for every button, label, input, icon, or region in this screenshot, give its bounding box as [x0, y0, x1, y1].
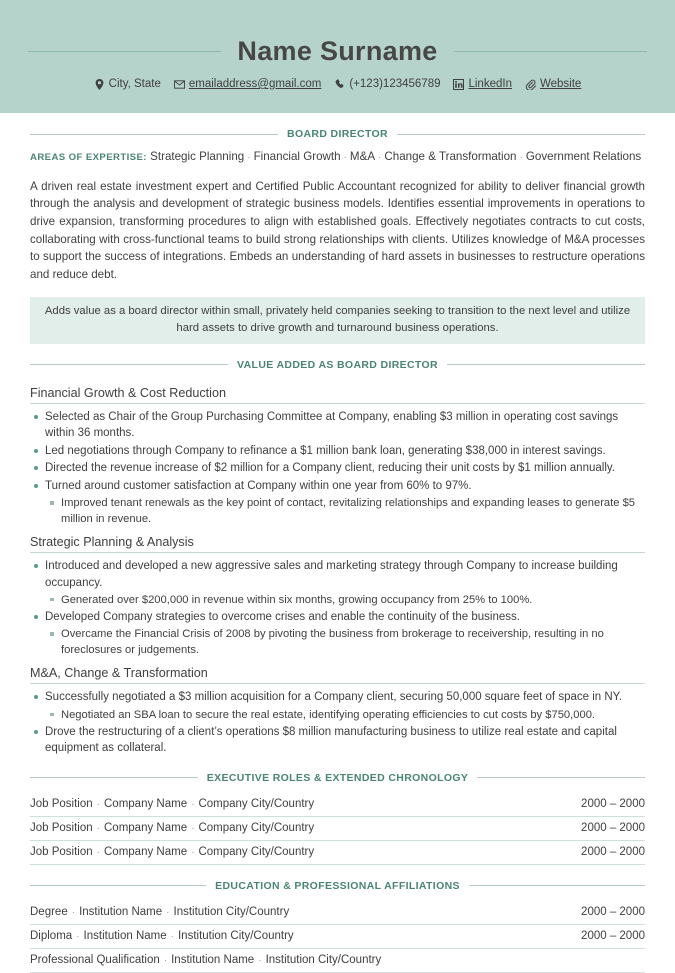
separator-dot-icon: ·	[96, 846, 100, 858]
entry-details	[30, 906, 289, 918]
subsection-title: Strategic Planning & Analysis	[30, 529, 645, 553]
value-added-groups	[30, 380, 645, 757]
entry-part: Institution City/Country	[265, 953, 382, 966]
location-pin-icon	[94, 79, 105, 90]
page-title: Name Surname	[237, 36, 438, 66]
paperclip-icon	[525, 79, 536, 90]
entry-dates: 2000 – 2000	[581, 821, 645, 834]
entry-dates: 2000 – 2000	[581, 905, 645, 918]
name-rule-left	[28, 51, 221, 52]
entry-part: Institution Name	[79, 905, 163, 918]
heading-rule-left	[30, 134, 278, 135]
entry-part: Institution City/Country	[173, 905, 290, 918]
bullet-item: Selected as Chair of the Group Purchasing Committee at Company, enabling $3 million in operating cost savings within 36 months.	[30, 409, 645, 442]
contact-text[interactable]: LinkedIn	[468, 78, 512, 90]
contact-row	[0, 78, 675, 90]
chronology-row	[30, 817, 645, 841]
separator-dot-icon: ·	[170, 930, 174, 942]
entry-part: Company Name	[104, 845, 188, 858]
entry-details	[30, 798, 314, 810]
achievement-list	[30, 689, 645, 756]
heading-rule-right	[469, 885, 645, 886]
heading-rule-right	[397, 134, 645, 135]
expertise-item: Strategic Planning	[150, 150, 245, 163]
entry-part: Company City/Country	[198, 821, 315, 834]
heading-rule-right	[447, 364, 645, 365]
entry-part: Job Position	[30, 821, 93, 834]
bullet-item: Introduced and developed a new aggressive sales and marketing strategy through Company to increase building occupancy.	[30, 558, 645, 591]
contact-item-location-pin	[94, 78, 161, 90]
heading-rule-left	[30, 777, 198, 778]
entry-details	[30, 930, 294, 942]
entry-part: Company Name	[104, 797, 188, 810]
achievement-list	[30, 409, 645, 527]
entry-part: Company City/Country	[198, 797, 315, 810]
expertise-item: Government Relations	[525, 150, 642, 163]
entry-details	[30, 822, 314, 834]
education-row	[30, 925, 645, 949]
contact-item-linkedin[interactable]	[453, 78, 511, 90]
bullet-item: Successfully negotiated a $3 million acquisition for a Company client, securing 50,000 square feet of space in NY.	[30, 689, 645, 705]
education-row	[30, 949, 645, 973]
envelope-icon	[174, 79, 185, 90]
separator-dot-icon: ·	[378, 152, 382, 163]
section-heading-board-director	[30, 128, 645, 140]
bullet-item: Drove the restructuring of a client’s operations $8 million manufacturing business to utilize real estate and capital equipment as collateral.	[30, 724, 645, 757]
separator-dot-icon: ·	[191, 846, 195, 858]
entry-part: Institution City/Country	[177, 929, 294, 942]
entry-part: Diploma	[30, 929, 73, 942]
separator-dot-icon: ·	[76, 930, 80, 942]
professional-summary: A driven real estate investment expert and Certified Public Accountant recognized for ability to deliver financial growth through the analysis and development of strategic business models. Identifies essential improvements in operations to drive expansion, transforming procedures to align with established goals. Effectively negotiates contracts to cut costs, collaborating with cross-functional teams to build strong relationships with clients. Utilizes knowledge of M&A processes to support the success of integrations. Embeds an understanding of hard assets in businesses to restructure operations and reduce debt.	[30, 179, 645, 281]
separator-dot-icon: ·	[191, 822, 195, 834]
separator-dot-icon: ·	[166, 906, 170, 918]
entry-part: Degree	[30, 905, 68, 918]
expertise-item: Financial Growth	[253, 150, 341, 163]
sub-bullet-item: Negotiated an SBA loan to secure the real estate, identifying operating efficiencies to cut costs by $750,000.	[30, 707, 645, 723]
separator-dot-icon: ·	[96, 798, 100, 810]
contact-text: (+123)123456789	[349, 78, 441, 90]
chronology-row	[30, 793, 645, 817]
entry-details	[30, 846, 314, 858]
resume-header	[0, 0, 675, 113]
contact-item-envelope[interactable]	[174, 78, 321, 90]
separator-dot-icon: ·	[96, 822, 100, 834]
contact-item-paperclip[interactable]	[525, 78, 581, 90]
section-heading-value-added	[30, 359, 645, 371]
chronology-list	[30, 793, 645, 865]
phone-icon	[334, 79, 345, 90]
entry-part: Job Position	[30, 845, 93, 858]
areas-of-expertise	[30, 149, 645, 166]
section-heading-label: VALUE ADDED AS BOARD DIRECTOR	[237, 358, 438, 371]
bullet-item: Developed Company strategies to overcome crises and enable the continuity of the business.	[30, 609, 645, 625]
separator-dot-icon: ·	[247, 152, 251, 163]
separator-dot-icon: ·	[71, 906, 76, 918]
entry-dates: 2000 – 2000	[581, 845, 645, 858]
expertise-item: M&A	[349, 150, 376, 163]
education-list	[30, 901, 645, 973]
contact-text[interactable]: Website	[539, 78, 582, 90]
section-heading-label: BOARD DIRECTOR	[287, 128, 388, 140]
contact-text: City, State	[108, 78, 161, 90]
separator-dot-icon: ·	[258, 954, 262, 966]
heading-rule-left	[30, 885, 206, 886]
entry-part: Professional Qualification	[30, 953, 160, 966]
name-rule-right	[454, 51, 647, 52]
heading-rule-right	[477, 777, 645, 778]
entry-part: Company Name	[104, 821, 188, 834]
bullet-item: Directed the revenue increase of $2 million for a Company client, reducing their unit costs by $1 million annually.	[30, 460, 645, 476]
separator-dot-icon: ·	[163, 954, 168, 966]
sub-bullet-item: Improved tenant renewals as the key point of contact, revitalizing relationships and expanding leases to generate $5 million in revenue.	[30, 495, 645, 527]
value-callout: Adds value as a board director within small, privately held companies seeking to transition to the next level and utilize hard assets to drive growth and turnaround business operations.	[30, 297, 645, 343]
chronology-row	[30, 841, 645, 865]
entry-part: Institution Name	[171, 953, 255, 966]
expertise-item: Change & Transformation	[384, 150, 517, 163]
name-row	[0, 0, 675, 67]
entry-part: Company City/Country	[198, 845, 315, 858]
separator-dot-icon: ·	[343, 152, 347, 163]
linkedin-icon	[453, 79, 464, 90]
entry-dates: 2000 – 2000	[581, 929, 645, 942]
subsection-title: Financial Growth & Cost Reduction	[30, 380, 645, 404]
achievement-list	[30, 558, 645, 658]
entry-part: Job Position	[30, 797, 93, 810]
education-row	[30, 901, 645, 925]
separator-dot-icon: ·	[519, 152, 523, 163]
resume-body	[0, 128, 675, 973]
section-heading-chronology	[30, 772, 645, 784]
sub-bullet-item: Overcame the Financial Crisis of 2008 by pivoting the business from brokerage to receivership, resulting in no foreclosures or judgements.	[30, 626, 645, 658]
entry-dates: 2000 – 2000	[581, 797, 645, 810]
bullet-item: Led negotiations through Company to refinance a $1 million bank loan, generating $38,000 in interest savings.	[30, 443, 645, 459]
contact-text[interactable]: emailaddress@gmail.com	[188, 78, 322, 90]
entry-part: Institution Name	[83, 929, 167, 942]
sub-bullet-item: Generated over $200,000 in revenue within six months, growing occupancy from 25% to 100%.	[30, 592, 645, 608]
areas-of-expertise-label: AREAS OF EXPERTISE:	[30, 152, 147, 163]
separator-dot-icon: ·	[191, 798, 195, 810]
section-heading-label: EDUCATION & PROFESSIONAL AFFILIATIONS	[215, 879, 460, 892]
bullet-item: Turned around customer satisfaction at Company within one year from 60% to 97%.	[30, 478, 645, 494]
contact-item-phone	[334, 78, 440, 90]
areas-of-expertise-items	[147, 150, 641, 163]
section-heading-education	[30, 880, 645, 892]
section-heading-label: EXECUTIVE ROLES & EXTENDED CHRONOLOGY	[206, 771, 469, 784]
heading-rule-left	[30, 364, 228, 365]
subsection-title: M&A, Change & Transformation	[30, 660, 645, 684]
